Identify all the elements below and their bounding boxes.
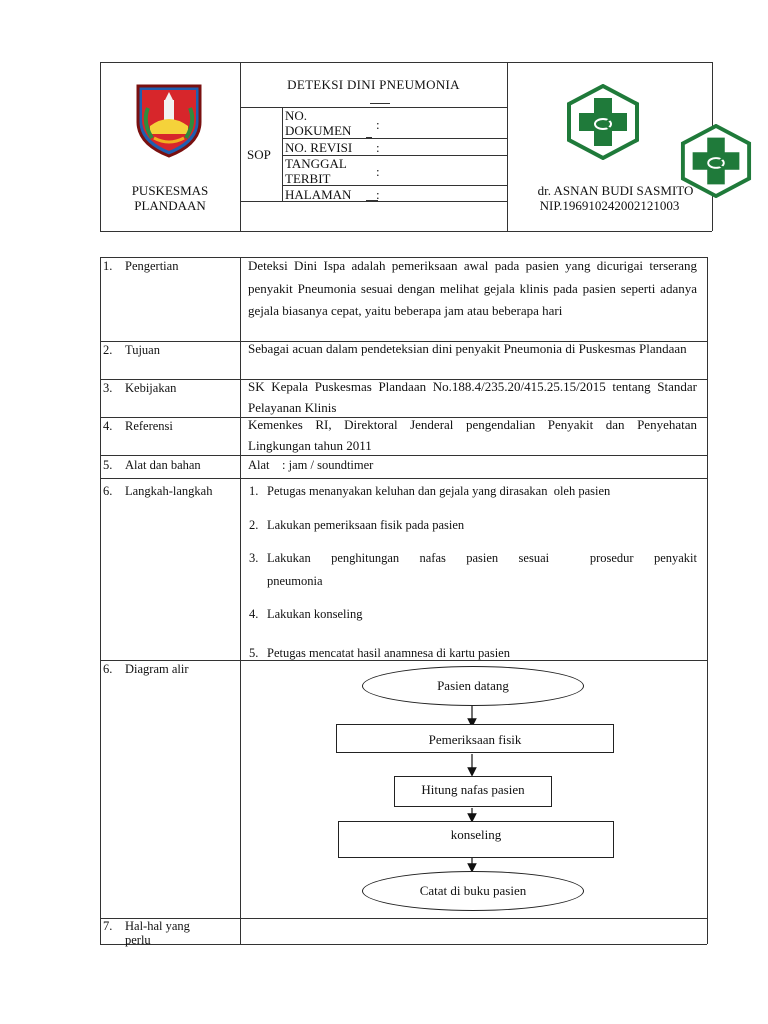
row-text-alat: Alat : jam / soundtimer: [248, 458, 374, 472]
org-name-line1: PUSKESMAS: [131, 183, 209, 198]
step-text-continued: pneumonia: [267, 574, 323, 588]
row-text-pengertian: Deteksi Dini Ispa adalah pemeriksaan awal pada pasien yang dicurigai terserang penyakit Pneumonia sesuai dengan melihat gejala klinis pada pasien seperti adanya gejala biasanya cepat, yaitu beberapa jam atau beberapa hari: [248, 258, 697, 318]
row-label-hal-hal: Hal-hal yang perlu: [125, 919, 190, 947]
step-text: Petugas menanyakan keluhan dan gejala yang dirasakan oleh pasien: [267, 484, 611, 498]
document-title: DETEKSI DINI PNEUMONIA: [287, 77, 460, 92]
step-text: Lakukan penghitungan nafas pasien sesuai prosedur penyakit: [267, 551, 697, 565]
row-number: 5.: [103, 458, 113, 472]
page-label: HALAMAN: [285, 187, 352, 202]
doc-no-label: NO. DOKUMEN: [285, 108, 352, 138]
step-text: Petugas mencatat hasil anamnesa di kartu pasien: [267, 646, 510, 660]
date-label: TANGGAL TERBIT: [285, 156, 347, 186]
flow-node-counseling: konseling: [338, 821, 614, 858]
doc-no-colon: :: [376, 117, 380, 132]
row-label-pengertian: Pengertian: [125, 259, 179, 273]
step-text: Lakukan pemeriksaan fisik pada pasien: [267, 518, 465, 532]
step-number: 4.: [249, 607, 259, 621]
row-number: 7.: [103, 919, 113, 933]
row-number: 1.: [103, 259, 113, 273]
row-label-tujuan: Tujuan: [125, 343, 160, 357]
signer-nip: NIP.196910242002121003: [539, 198, 680, 213]
row-label-langkah: Langkah-langkah: [125, 484, 213, 498]
row-number: 2.: [103, 343, 113, 357]
flow-node-exam: Pemeriksaan fisik: [336, 724, 614, 753]
flow-node-count-breath: Hitung nafas pasien: [394, 776, 552, 807]
revision-label: NO. REVISI: [285, 140, 353, 155]
step-number: 5.: [249, 646, 259, 660]
step-number: 3.: [249, 551, 259, 565]
step-number: 2.: [249, 518, 259, 532]
sop-label: SOP: [247, 147, 271, 162]
revision-colon: :: [376, 140, 380, 155]
page-colon: :: [376, 187, 380, 202]
step-number: 1.: [249, 484, 259, 498]
row-label-kebijakan: Kebijakan: [125, 381, 177, 395]
row-label-diagram: Diagram alir: [125, 662, 189, 676]
row-text-referensi: Kemenkes RI, Direktoral Jenderal pengendalian Penyakit dan Penyehatan Lingkungan tahun 2011: [248, 417, 697, 453]
row-number: 3.: [103, 381, 113, 395]
row-label-alat: Alat dan bahan: [125, 458, 201, 472]
org-name-line2: PLANDAAN: [134, 198, 206, 213]
row-text-kebijakan: SK Kepala Puskesmas Plandaan No.188.4/235.20/415.25.15/2015 tentang Standar Pelayanan Klinis: [248, 379, 697, 415]
flow-node-start: Pasien datang: [362, 666, 584, 706]
step-text: Lakukan konseling: [267, 607, 363, 621]
flow-node-end: Catat di buku pasien: [362, 871, 584, 911]
row-number: 6.: [103, 662, 113, 676]
signer-name: dr. ASNAN BUDI SASMITO: [537, 183, 694, 198]
date-colon: :: [376, 164, 380, 179]
row-number: 6.: [103, 484, 113, 498]
row-number: 4.: [103, 419, 113, 433]
row-text-tujuan: Sebagai acuan dalam pendeteksian dini penyakit Pneumonia di Puskesmas Plandaan: [248, 341, 687, 356]
row-label-referensi: Referensi: [125, 419, 173, 433]
